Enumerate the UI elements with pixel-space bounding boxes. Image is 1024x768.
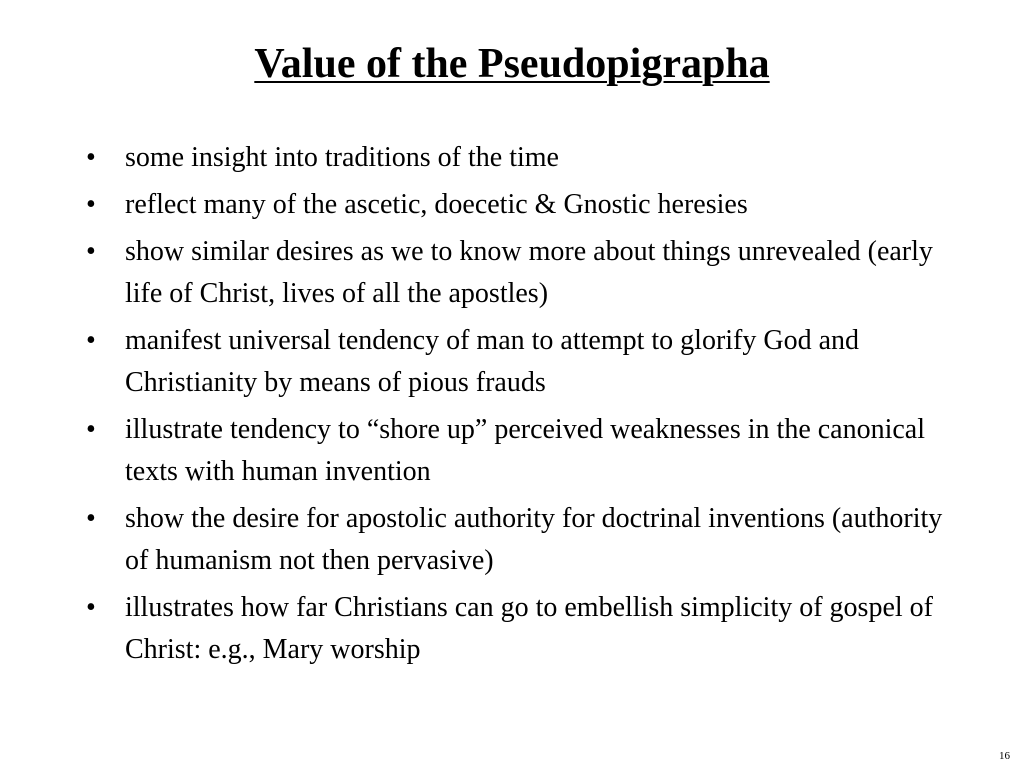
bullet-text: manifest universal tendency of man to attempt to glorify God and Christianity by means of pious frauds [125,325,860,398]
bullet-text: illustrate tendency to “shore up” perceived weaknesses in the canonical texts with human invention [125,414,926,487]
bullet-item [0,184,1024,226]
page-number: 16 [999,750,1010,762]
bullet-text: illustrates how far Christians can go to embellish simplicity of gospel of Christ: e.g., Mary worship [125,592,933,665]
bullet-item [0,320,1024,404]
bullet-text: show the desire for apostolic authority for doctrinal inventions (authority of humanism not then pervasive) [125,503,943,576]
bullet-icon: • [86,503,96,534]
bullet-list [0,137,1024,676]
bullet-item [0,409,1024,493]
bullet-icon: • [86,592,96,623]
bullet-text: reflect many of the ascetic, doecetic & Gnostic heresies [125,189,748,220]
bullet-icon: • [86,414,96,445]
bullet-item [0,137,1024,179]
slide-title: Value of the Pseudopigrapha [254,41,770,87]
bullet-icon: • [86,325,96,356]
bullet-text: some insight into traditions of the time [125,142,559,173]
bullet-icon: • [86,236,96,267]
bullet-item [0,587,1024,671]
bullet-icon: • [86,142,96,173]
bullet-icon: • [86,189,96,220]
bullet-text: show similar desires as we to know more about things unrevealed (early life of Christ, lives of all the apostles) [125,236,933,309]
bullet-item [0,231,1024,315]
bullet-item [0,498,1024,582]
